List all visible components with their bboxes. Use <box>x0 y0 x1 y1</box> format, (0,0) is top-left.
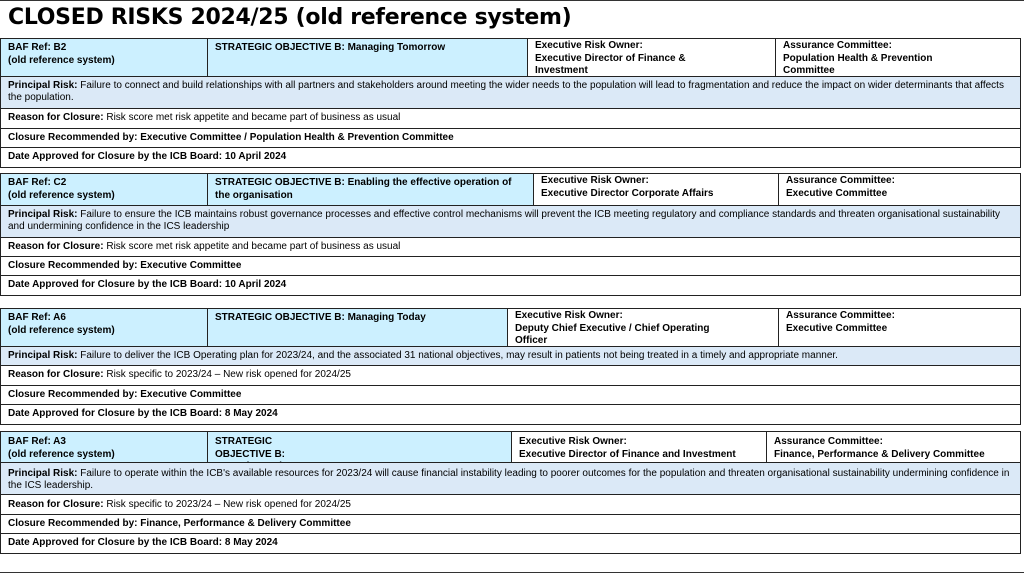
top-rule <box>0 0 1024 1</box>
principal-risk-label: Principal Risk: <box>8 209 78 220</box>
reason-text: Risk specific to 2023/24 – New risk opened for 2024/25 <box>106 369 351 380</box>
risk-owner-label: Executive Risk Owner: <box>515 310 623 321</box>
reason-text: Risk specific to 2023/24 – New risk opened for 2024/25 <box>106 499 351 510</box>
assurance-committee-cell <box>778 173 1021 206</box>
closure-recommended-row: Closure Recommended by: Finance, Performance & Delivery Committee <box>0 514 1021 534</box>
risk-owner: Executive Director of Finance and Investment <box>519 448 736 460</box>
old-reference-note: (old reference system) <box>8 54 115 66</box>
risk-owner: Executive Director of Finance & Investment <box>535 52 686 76</box>
risk-header-row <box>0 308 1021 347</box>
date-approved-row: Date Approved for Closure by the ICB Board: 8 May 2024 <box>0 404 1021 425</box>
principal-risk-row <box>0 76 1021 109</box>
principal-risk-row <box>0 346 1021 366</box>
risk-header-row <box>0 431 1021 464</box>
assurance-committee: Executive Committee <box>786 322 888 334</box>
risk-owner-label: Executive Risk Owner: <box>541 175 649 186</box>
strategic-objective: STRATEGIC OBJECTIVE B: Managing Today <box>215 312 426 323</box>
closure-recommended-row: Closure Recommended by: Executive Committee <box>0 256 1021 276</box>
assurance-committee-cell <box>778 308 1021 347</box>
assurance-committee-label: Assurance Committee: <box>783 40 892 51</box>
reason-row <box>0 494 1021 515</box>
risk-owner-cell <box>533 173 779 206</box>
risk-owner-label: Executive Risk Owner: <box>535 40 643 51</box>
baf-ref-cell <box>0 431 208 463</box>
baf-ref-cell <box>0 173 208 206</box>
risk-owner-cell <box>507 308 779 347</box>
risk-header-row <box>0 173 1021 207</box>
assurance-committee-label: Assurance Committee: <box>786 310 895 321</box>
reason-label: Reason for Closure: <box>8 112 104 123</box>
strategic-objective-cell <box>207 173 534 206</box>
reason-row <box>0 108 1021 129</box>
risk-owner: Deputy Chief Executive / Chief Operating Officer <box>515 322 710 346</box>
baf-ref: BAF Ref: C2 <box>8 177 67 188</box>
old-reference-note: (old reference system) <box>8 189 115 201</box>
date-approved-row: Date Approved for Closure by the ICB Board: 8 May 2024 <box>0 533 1021 554</box>
principal-risk-text: Failure to ensure the ICB maintains robust governance processes and effective control mechanisms will prevent the ICB meeting regulatory and compliance standards and threaten organisational sustainability and undermining confidence in the ICS leadership <box>8 209 1001 232</box>
bottom-rule <box>0 572 1024 573</box>
principal-risk-label: Principal Risk: <box>8 468 78 479</box>
risk-owner-label: Executive Risk Owner: <box>519 436 627 447</box>
assurance-committee: Finance, Performance & Delivery Committee <box>774 448 985 460</box>
principal-risk-row <box>0 205 1021 238</box>
closure-recommended-row: Closure Recommended by: Executive Committee / Population Health & Prevention Committee <box>0 128 1021 148</box>
baf-ref-cell <box>0 308 208 347</box>
principal-risk-row <box>0 462 1021 495</box>
assurance-committee: Executive Committee <box>786 187 888 199</box>
principal-risk-text: Failure to connect and build relationships with all partners and stakeholders around meeting the wider needs to the population will lead to fragmentation and reduce the impact on wider determinants that affects the population. <box>8 80 1004 103</box>
old-reference-note: (old reference system) <box>8 324 115 336</box>
date-approved-row: Date Approved for Closure by the ICB Board: 10 April 2024 <box>0 147 1021 168</box>
strategic-objective-cell <box>207 431 512 463</box>
reason-label: Reason for Closure: <box>8 241 104 252</box>
assurance-committee-label: Assurance Committee: <box>786 175 895 186</box>
risk-owner-cell <box>527 38 776 77</box>
principal-risk-text: Failure to operate within the ICB's available resources for 2023/24 will cause financial instability leading to poorer outcomes for the population and threaten organisational sustainability undermining confidence in the ICS leadership. <box>8 468 1010 491</box>
reason-label: Reason for Closure: <box>8 369 104 380</box>
risk-header-row <box>0 38 1021 77</box>
strategic-objective: STRATEGIC OBJECTIVE B: Enabling the effective operation of the organisation <box>215 177 512 201</box>
baf-ref: BAF Ref: A6 <box>8 312 66 323</box>
old-reference-note: (old reference system) <box>8 448 115 460</box>
reason-label: Reason for Closure: <box>8 499 104 510</box>
page-title: CLOSED RISKS 2024/25 (old reference system) <box>8 5 572 30</box>
strategic-objective-cell <box>207 38 528 77</box>
reason-row <box>0 237 1021 257</box>
principal-risk-label: Principal Risk: <box>8 80 78 91</box>
assurance-committee-label: Assurance Committee: <box>774 436 883 447</box>
baf-ref: BAF Ref: A3 <box>8 436 66 447</box>
strategic-objective-cell <box>207 308 508 347</box>
assurance-committee-cell <box>775 38 1021 77</box>
strategic-objective: STRATEGIC OBJECTIVE B: Managing Tomorrow <box>215 42 446 53</box>
closure-recommended-row: Closure Recommended by: Executive Committee <box>0 385 1021 405</box>
strategic-objective: STRATEGIC OBJECTIVE B: <box>215 436 286 460</box>
principal-risk-label: Principal Risk: <box>8 350 78 361</box>
risk-owner: Executive Director Corporate Affairs <box>541 187 714 199</box>
baf-ref-cell <box>0 38 208 77</box>
date-approved-row: Date Approved for Closure by the ICB Board: 10 April 2024 <box>0 275 1021 296</box>
reason-text: Risk score met risk appetite and became part of business as usual <box>106 112 401 123</box>
risk-owner-cell <box>511 431 767 463</box>
baf-ref: BAF Ref: B2 <box>8 42 67 53</box>
assurance-committee: Population Health & Prevention Committee <box>783 52 933 76</box>
reason-row <box>0 365 1021 386</box>
assurance-committee-cell <box>766 431 1021 463</box>
reason-text: Risk score met risk appetite and became part of business as usual <box>106 241 401 252</box>
principal-risk-text: Failure to deliver the ICB Operating plan for 2023/24, and the associated 31 national objectives, may result in patients not being treated in a timely and appropriate manner. <box>80 350 838 361</box>
